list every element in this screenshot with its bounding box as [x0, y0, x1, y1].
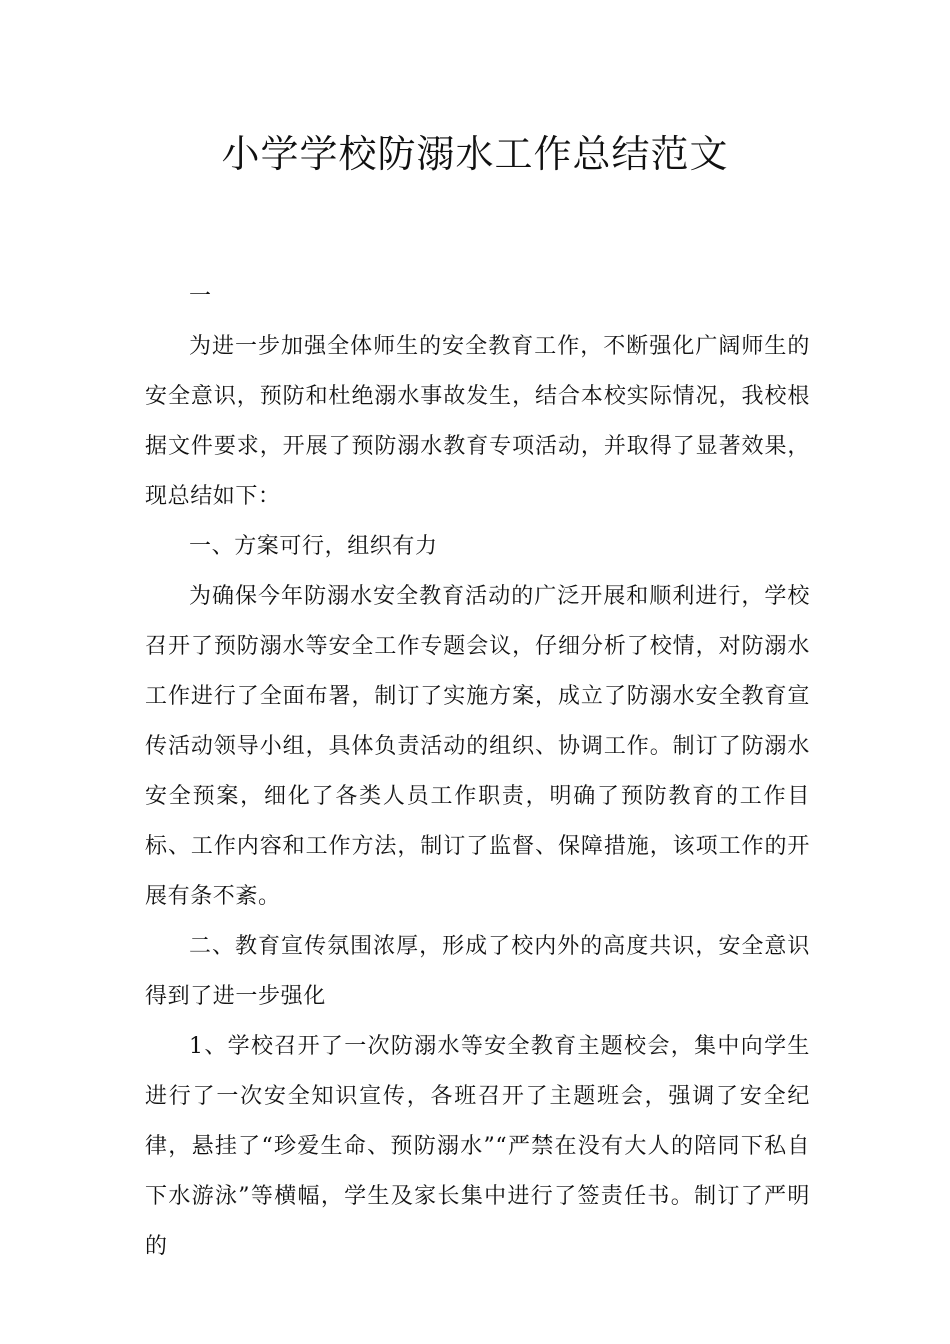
section-marker: 一	[189, 284, 212, 309]
section-heading-2: 二、教育宣传氛围浓厚，形成了校内外的高度共识，安全意识得到了进一步强化	[145, 934, 810, 1009]
section-1-paragraph: 为确保今年防溺水安全教育活动的广泛开展和顺利进行，学校召开了预防溺水等安全工作专题会议，仔细分析了校情，对防溺水工作进行了全面布署，制订了实施方案，成立了防溺水安全教育宣传活动领导小组，具体负责活动的组织、协调工作。制订了防溺水安全预案，细化了各类人员工作职责，明确了预防教育的工作目标、工作内容和工作方法，制订了监督、保障措施，该项工作的开展有条不紊。	[145, 584, 810, 909]
section-2-item-1: 1、学校召开了一次防溺水等安全教育主题校会，集中向学生进行了一次安全知识宣传，各班召开了主题班会，强调了安全纪律，悬挂了“珍爱生命、预防溺水”“严禁在没有大人的陪同下私自下水游泳”等横幅，学生及家长集中进行了签责任书。制订了严明的	[145, 1034, 810, 1259]
intro-paragraph: 为进一步加强全体师生的安全教育工作，不断强化广阔师生的安全意识，预防和杜绝溺水事故发生，结合本校实际情况，我校根据文件要求，开展了预防溺水教育专项活动，并取得了显著效果，现总结如下：	[145, 334, 810, 509]
document-body	[145, 272, 810, 1272]
section-heading-1: 一、方案可行，组织有力	[189, 534, 438, 559]
document-title: 小学学校防溺水工作总结范文	[221, 132, 729, 176]
